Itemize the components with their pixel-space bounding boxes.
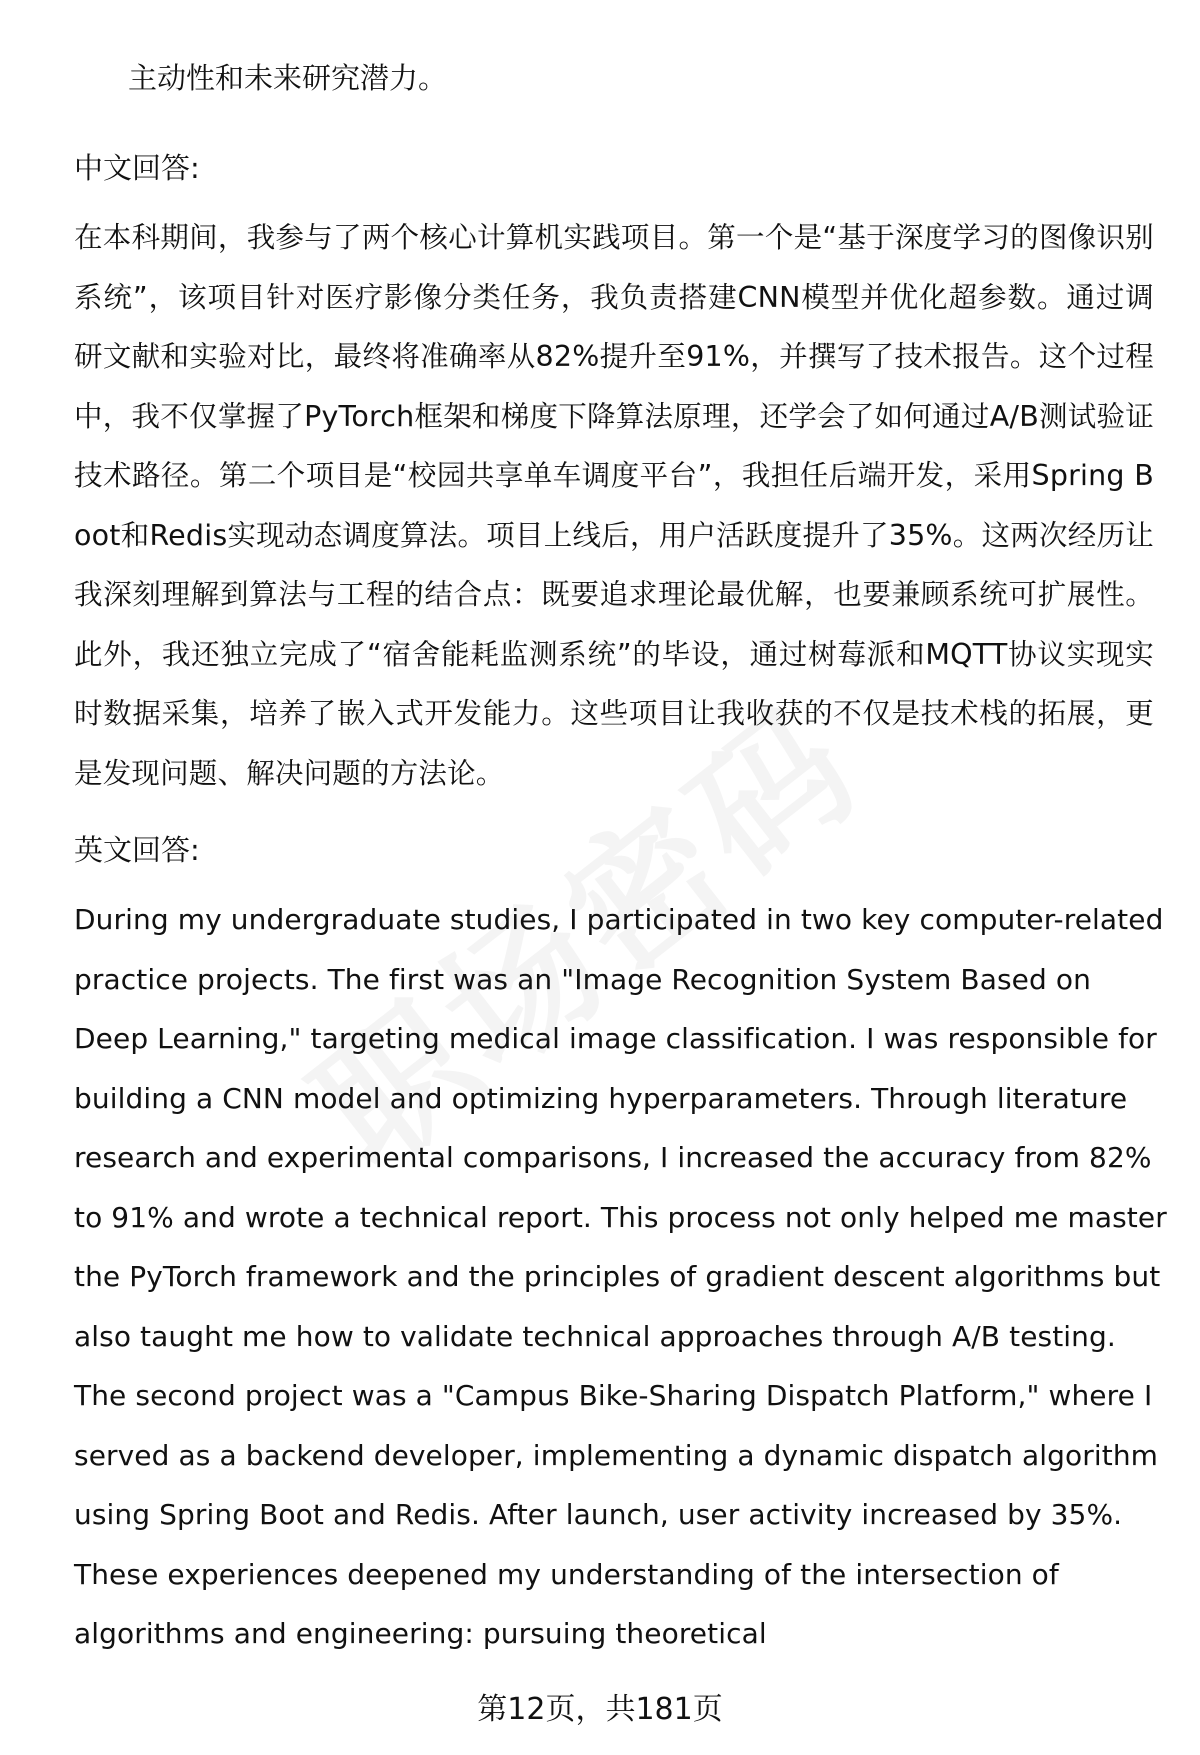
chinese-answer-section xyxy=(74,148,1154,803)
chinese-answer-heading: 中文回答: xyxy=(74,151,200,185)
continuation-line: 主动性和未来研究潜力。 xyxy=(128,61,448,95)
chinese-answer-body: 在本科期间，我参与了两个核心计算机实践项目。第一个是“基于深度学习的图像识别系统”，该项目针对医疗影像分类任务，我负责搭建CNN模型并优化超参数。通过调研文献和实验对比，最终将准确率从82%提升至91%，并撰写了技术报告。这个过程中，我不仅掌握了PyTorch框架和梯度下降算法原理，还学会了如何通过A/B测试验证技术路径。第二个项目是“校园共享单车调度平台”，我担任后端开发，采用Spring Boot和Redis实现动态调度算法。项目上线后，用户活跃度提升了35%。这两次经历让我深刻理解到算法与工程的结合点：既要追求理论最优解，也要兼顾系统可扩展性。此外，我还独立完成了“宿舍能耗监测系统”的毕设，通过树莓派和MQTT协议实现实时数据采集，培养了嵌入式开发能力。这些项目让我收获的不仅是技术栈的拓展，更是发现问题、解决问题的方法论。 xyxy=(74,221,1154,790)
english-answer-body: During my undergraduate studies, I participated in two key computer-related practice projects. The first was an "Image Recognition System Based on Deep Learning," targeting medical image classification. I was responsible for building a CNN model and optimizing hyperparameters. Through literature research and experimental comparisons, I increased the accuracy from 82% to 91% and wrote a technical report. This process not only helped me master the PyTorch framework and the principles of gradient descent algorithms but also taught me how to validate technical approaches through A/B testing. The second project was a "Campus Bike-Sharing Dispatch Platform," where I served as a backend developer, implementing a dynamic dispatch algorithm using Spring Boot and Redis. After launch, user activity increased by 35%. These experiences deepened my understanding of the intersection of algorithms and engineering: pursuing theoretical xyxy=(74,903,1167,1650)
page-number-footer: 第12页，共181页 xyxy=(477,1692,723,1727)
english-answer-heading: 英文回答: xyxy=(74,833,200,867)
english-answer-section xyxy=(74,830,1167,1664)
